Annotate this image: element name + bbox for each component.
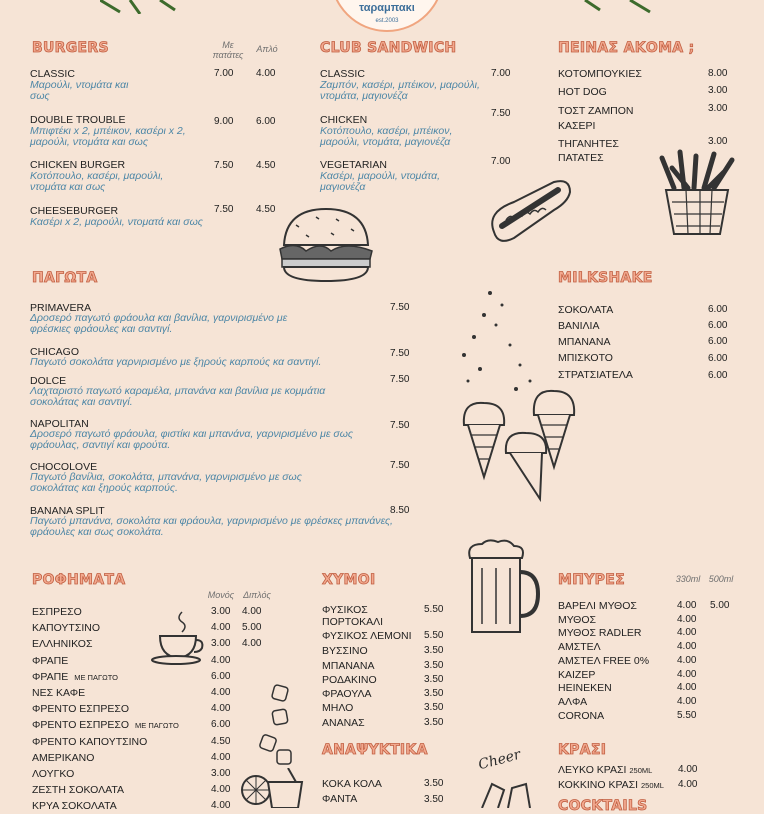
burger-price-fries: 7.00 [214,68,234,79]
juice-name: ΒΥΣΣΙΝΟ [322,645,368,657]
burgers-col-plain: Απλό [256,44,278,54]
wine-name [558,764,652,776]
beer-price-large: 5.00 [710,600,730,611]
icecream-name: PRIMAVERA [30,302,92,314]
cheers-text: Cheer [476,746,523,774]
beer-price-small: 4.00 [677,613,697,625]
beer-price-small: 4.00 [677,695,697,707]
drink-label: ΑΜΕΡΙΚΑΝΟ [32,751,95,764]
juice-price: 5.50 [424,630,444,641]
beer-price-small: 4.00 [677,641,697,653]
icecream-price: 8.50 [390,505,410,516]
beer-price-small: 4.00 [677,600,697,611]
hungry-item-price: 3.00 [708,85,728,96]
icecream-price: 7.50 [390,374,410,385]
drink-label: ΛΟΥΓΚΟ [32,768,75,780]
drink-price-single: 4.00 [211,654,231,666]
burger-icon [276,205,376,285]
drink-price-single: 3.00 [211,606,231,617]
icecream-name: CHOCOLOVE [30,461,98,473]
icecream-title: ΠΑΓΩΤΑ [32,270,98,286]
burger-price-plain: 4.00 [256,68,276,79]
drink-name [32,638,92,650]
milkshake-price: 6.00 [708,304,728,315]
juice-price: 3.50 [424,717,444,728]
juices-title: ΧΥΜΟΙ [322,572,376,588]
icecream-desc: Δροσερό παγωτό φράουλα, φιστίκι και μπανάνα, γαρνιρισμένο με σως φράουλας, σαντιγί και φρούτα. [30,428,354,451]
juice-price: 3.50 [424,645,444,656]
hungry-item-price: 3.00 [708,136,728,147]
beers-col-small: 330ml [675,574,701,584]
icecream-desc: Παγωτό βανίλια, σοκολάτα, μπανάνα, γαρνιρισμένο με σως σοκολάτας και ξηρούς καρπούς. [30,471,302,494]
soft-price: 3.50 [424,778,444,789]
club-name: CLASSIC [320,68,365,80]
drink-note: ΜΕ ΠΑΓΩΤΟ [74,672,118,682]
drink-price-single: 4.50 [211,735,231,747]
drink-name [32,671,118,683]
coffee-cup-icon [148,610,208,670]
drink-label: ΖΕΣΤΗ ΣΟΚΟΛΑΤΑ [32,784,125,797]
beer-name: HEINEKEN [558,682,612,695]
club-desc: Ζαμπόν, κασέρι, μπέικον, μαρούλι, ντομάτα, μαγιονέζα [320,79,480,102]
icecream-name: DOLCE [30,375,67,387]
club-title: CLUB SANDWICH [320,40,457,56]
drink-price-single: 6.00 [211,719,231,731]
drink-label: ΕΣΠΡΕΣΟ [32,606,82,618]
hungry-item-price: 8.00 [708,68,728,79]
milkshake-name: ΣΟΚΟΛΑΤΑ [558,304,614,316]
burger-name: DOUBLE TROUBLE [30,114,126,126]
juice-name: ΑΝΑΝΑΣ [322,717,365,729]
drink-price-double: 4.00 [242,606,262,617]
beer-price-small: 4.00 [677,627,697,639]
burger-price-fries: 7.50 [214,160,234,171]
burger-price-fries: 7.50 [214,204,234,215]
drink-label: ΦΡΕΝΤΟ ΚΑΠΟΥΤΣΙΝΟ [32,735,148,748]
icecream-desc: Παγωτό σοκολάτα γαρνιρισμένο με ξηρούς καρπούς κα σαντιγί. [30,356,322,368]
drink-price-single: 3.00 [211,768,231,779]
icecream-name: NAPOLITAN [30,418,89,430]
beer-name: CORONA [558,709,605,722]
drink-name [32,736,147,748]
wine-price: 4.00 [678,779,698,790]
beer-name: ΜΥΘΟΣ RADLER [558,627,642,640]
wine-size: 250ML [641,781,664,790]
cheers-glasses-icon [478,778,538,808]
burger-price-fries: 9.00 [214,116,234,127]
drink-price-single: 6.00 [211,670,231,682]
burger-name: CHICKEN BURGER [30,159,126,171]
drink-label: ΝΕΣ ΚΑΦΕ [32,687,86,699]
juice-name: ΜΠΑΝΑΝΑ [322,660,375,672]
drink-label: ΦΡΕΝΤΟ ΕΣΠΡΕΣΟ [32,703,130,716]
hungry-item-name: ΚΟΤΟΜΠΟΥΚΙΕΣ [558,68,642,80]
drink-name [32,622,100,634]
icecream-price: 7.50 [390,460,410,471]
juice-price: 5.50 [424,604,444,615]
soft-name: ΚΟΚΑ ΚΟΛΑ [322,778,382,790]
drink-label: ΚΡΥΑ ΣΟΚΟΛΑΤΑ [32,800,117,813]
drink-price-single: 4.00 [211,800,231,812]
burger-price-plain: 6.00 [256,116,276,127]
club-name: CHICKEN [320,114,368,126]
palm-leaf-icon [580,0,660,14]
lemonade-glass-icon [238,768,308,808]
drink-name [32,687,85,699]
club-price: 7.00 [491,68,511,79]
burger-price-plain: 4.50 [256,204,276,215]
drink-name [32,768,74,780]
milkshake-name: ΒΑΝΙΛΙΑ [558,320,600,332]
juice-name: ΡΟΔΑΚΙΝΟ [322,674,377,686]
club-price: 7.00 [491,156,511,167]
beer-price-small: 4.00 [677,654,697,666]
drink-name [32,703,129,715]
icecream-price: 7.50 [390,348,410,359]
logo-name: ταραμπακι [359,2,415,14]
fries-icon [652,148,742,238]
drinks-title: ΡΟΦΗΜΑΤΑ [32,572,126,588]
drinks-col-double: Διπλός [243,590,271,600]
beer-name: ΚΑΙΖΕΡ [558,668,596,681]
beer-name: ΑΜΣΤΕΛ [558,641,601,654]
milkshake-price: 6.00 [708,370,728,381]
logo [330,0,444,32]
icecream-name: BANANA SPLIT [30,505,105,517]
palm-leaf-icon [100,0,180,14]
wine-label: ΚΟΚΚΙΝΟ ΚΡΑΣΙ [558,779,639,791]
burger-name: CLASSIC [30,68,75,80]
burger-desc: Μπιφτέκι x 2, μπέικον, κασέρι x 2, μαρούλι, ντομάτα και σως [30,125,186,148]
milkshake-name: ΜΠΙΣΚΟΤΟ [558,352,613,364]
hungry-title: ΠΕΙΝΑΣ ΑΚΟΜΑ ; [558,40,695,56]
club-desc: Κοτόπουλο, κασέρι, μπέικον, μαρούλι, ντομάτα, μαγιονέζα [320,125,453,148]
hot-dog-icon [484,172,574,252]
drink-price-double: 4.00 [242,638,262,650]
beer-name: ΒΑΡΕΛΙ ΜΥΘΟΣ [558,600,637,612]
drink-price-single: 4.00 [211,687,231,698]
milkshake-name: ΜΠΑΝΑΝΑ [558,336,611,348]
icecream-price: 7.50 [390,420,410,431]
drink-price-double: 5.00 [242,622,262,634]
drink-name [32,719,179,731]
burgers-title: BURGERS [32,40,109,56]
juice-name: ΦΡΑΟΥΛΑ [322,688,372,700]
drink-label: ΦΡΕΝΤΟ ΕΣΠΡΕΣΟ [32,719,130,732]
milkshake-name: ΣΤΡΑΤΣΙΑΤΕΛΑ [558,369,633,381]
drink-name [32,784,124,796]
milkshake-price: 6.00 [708,320,728,331]
beer-name: ΜΥΘΟΣ [558,613,596,626]
drink-price-single: 4.00 [211,751,231,763]
wine-title: ΚΡΑΣΙ [558,742,607,758]
drink-label: ΦΡΑΠΕ [32,654,69,667]
burgers-col-with-fries: Με πατάτες [212,40,244,60]
hungry-item-name: ΤΗΓΑΝΗΤΕΣ ΠΑΤΑΤΕΣ [558,138,619,164]
burger-name: CHEESEBURGER [30,205,119,217]
beer-price-small: 5.50 [677,709,697,721]
wine-size: 250ML [629,766,653,775]
drink-label: ΚΑΠΟΥΤΣΙΝΟ [32,622,100,635]
club-price: 7.50 [491,108,511,119]
wine-price: 4.00 [678,764,698,775]
milkshake-title: MILKSHAKE [558,270,653,286]
beer-price-small: 4.00 [677,682,697,694]
burger-desc: Κασέρι x 2, μαρούλι, ντοματά και σως [30,216,203,228]
soft-price: 3.50 [424,794,444,805]
drink-name [32,606,82,618]
hungry-item-price: 3.00 [708,103,728,114]
milkshake-price: 6.00 [708,353,728,364]
wine-label: ΛΕΥΚΟ ΚΡΑΣΙ [558,764,627,776]
soft-name: ΦΑΝΤΑ [322,793,358,805]
drink-name [32,655,68,667]
beers-title: ΜΠΥΡΕΣ [558,572,625,588]
juice-price: 3.50 [424,660,444,671]
beer-price-small: 4.00 [677,668,697,680]
drink-name [32,752,94,764]
beer-name: ΑΛΦΑ [558,695,588,708]
drink-label: ΕΛΛΗΝΙΚΟΣ [32,638,93,651]
drink-note: ΜΕ ΠΑΓΩΤΟ [135,721,179,731]
drink-price-single: 4.00 [211,703,231,715]
drink-price-single: 3.00 [211,638,231,650]
drink-label: ΦΡΑΠΕ [32,670,69,683]
drink-price-single: 4.00 [211,622,231,634]
beers-col-large: 500ml [708,574,734,584]
hungry-item-name: HOT DOG [558,86,607,98]
icecream-desc: Δροσερό παγωτό φράουλα και βανίλια, γαρνιρισμένο με φρέσκιες φράουλες και σαντιγί. [30,312,288,335]
juice-price: 3.50 [424,702,444,713]
juice-price: 3.50 [424,674,444,685]
burger-desc: Μαρούλι, ντομάτα και σως [30,79,129,102]
drinks-col-single: Μονός [207,590,235,600]
burger-desc: Κοτόπουλο, κασέρι, μαρούλι, ντομάτα και σως [30,170,164,193]
milkshake-price: 6.00 [708,336,728,347]
wine-name [558,779,664,791]
icecream-desc: Λαχταριστό παγωτό καραμέλα, μπανάνα και βανίλια με κομμάτια σοκολάτας και σαντιγί. [30,385,326,408]
soft-title: ΑΝΑΨΥΚΤΙΚΑ [322,742,428,758]
icecream-price: 7.50 [390,302,410,313]
drink-name [32,800,117,812]
burger-price-plain: 4.50 [256,160,276,171]
beer-name: ΑΜΣΤΕΛ FREE 0% [558,654,650,667]
juice-name: ΦΥΣΙΚΟΣ ΛΕΜΟΝΙ [322,630,412,642]
juice-name: ΜΗΛΟ [322,702,354,714]
club-desc: Κασέρι, μαρούλι, ντομάτα, μαγιονέζα [320,170,440,193]
juice-name: ΦΥΣΙΚΟΣ ΠΟΡΤΟΚΑΛΙ [322,604,384,628]
drink-price-single: 4.00 [211,784,231,796]
beer-mug-icon [462,538,542,638]
juice-price: 3.50 [424,688,444,699]
icecream-desc: Παγωτό μπανάνα, σοκολάτα και φράουλα, γαρνιρισμένο με φρέσκες μπανάνες, φράουλες και σως σοκολάτα. [30,515,393,538]
logo-est: est.2003 [375,18,399,24]
cocktails-title: COCKTAILS [558,798,648,814]
icecream-name: CHICAGO [30,346,80,358]
ice-cream-cones-icon [450,285,590,505]
hungry-item-name: ΤΟΣΤ ΖΑΜΠΟΝ ΚΑΣΕΡΙ [558,105,634,132]
club-name: VEGETARIAN [320,159,387,171]
